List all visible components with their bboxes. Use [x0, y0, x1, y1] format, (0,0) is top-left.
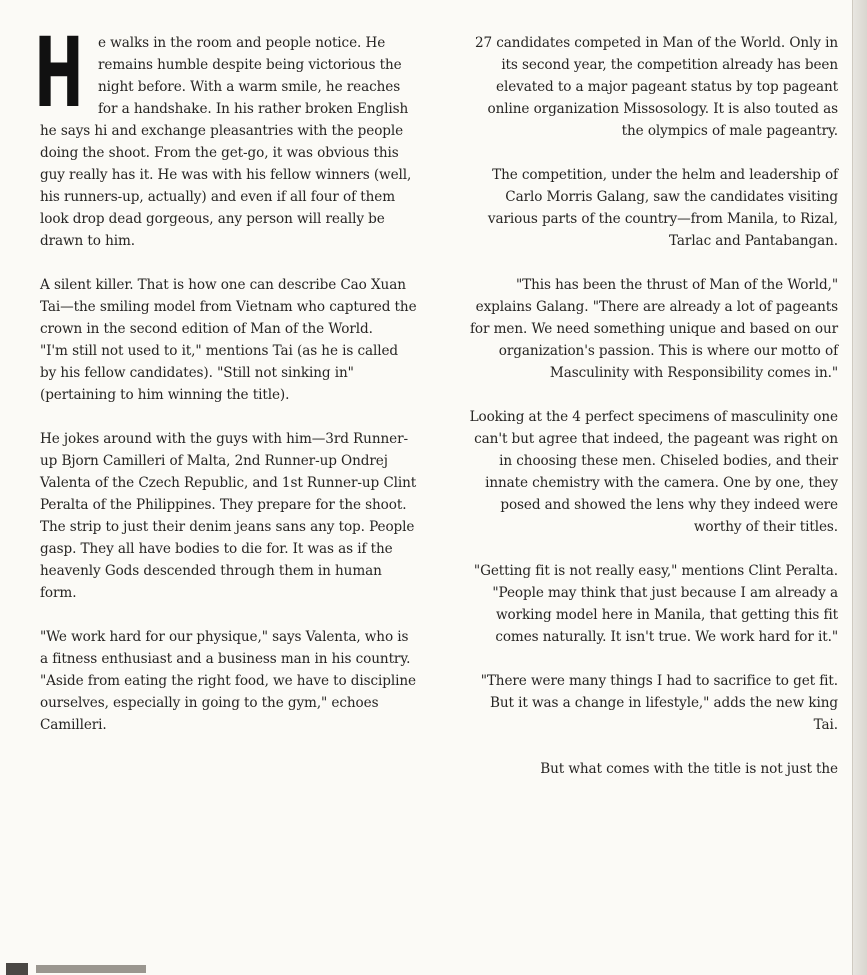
paragraph: "I'm still not used to it," mentions Tai (as he is called by his fellow candidates). "Still not sinking in" (pertaining to him winning the title).: [40, 343, 399, 403]
paragraph: The competition, under the helm and leadership of Carlo Morris Galang, saw the candidates visiting various parts of the country—from Manila, to Rizal, Tarlac and Pantabangan.: [487, 167, 838, 249]
paragraph: "Getting fit is not really easy," mentions Clint Peralta. "People may think that just because I am already a working model here in Manila, that getting this fit comes naturally. It isn't true. We work hard for it.": [473, 563, 838, 645]
footer-text-block: [36, 965, 146, 973]
paragraph: 27 candidates competed in Man of the World. Only in its second year, the competition already has been elevated to a major pageant status by top pageant online organization Missosology. It is also touted as the olympics of male pageantry.: [474, 35, 838, 139]
paragraph-intro: [34, 17, 418, 252]
drop-cap: H: [34, 17, 84, 129]
right-column: [462, 32, 838, 802]
paragraph: He jokes around with the guys with him—3rd Runner-up Bjorn Camilleri of Malta, 2nd Runner-up Ondrej Valenta of the Czech Republic, and 1st Runner-up Clint Peralta of the Philippines. They prepare for the shoot. The strip to just their denim jeans sans any top. People gasp. They all have bodies to die for. It was as if the heavenly Gods descended through them in human form.: [40, 431, 417, 601]
left-column: [34, 17, 418, 758]
paragraph: "Aside from eating the right food, we have to discipline ourselves, especially in going to the gym," echoes Camilleri.: [40, 673, 416, 733]
adjacent-page-edge: [852, 0, 867, 975]
paragraph: "There were many things I had to sacrifice to get fit. But it was a change in lifestyle," adds the new king Tai.: [480, 673, 838, 733]
page-footer-mark: [0, 963, 160, 975]
paragraph: A silent killer. That is how one can describe Cao Xuan Tai—the smiling model from Vietnam who captured the crown in the second edition of Man of the World.: [40, 277, 417, 337]
paragraph: "This has been the thrust of Man of the World," explains Galang. "There are already a lot of pageants for men. We need something unique and based on our organization's passion. This is where our motto of Masculinity with Responsibility comes in.": [469, 277, 838, 381]
page-number-block: [6, 963, 28, 975]
paragraph: But what comes with the title is not just the: [540, 761, 838, 777]
paragraph: "We work hard for our physique," says Valenta, who is a fitness enthusiast and a business man in his country.: [40, 629, 411, 667]
intro-text: e walks in the room and people notice. He remains humble despite being victorious the night before. With a warm smile, he reaches for a handshake. In his rather broken English he says hi and exchange pleasantries with the people doing the shoot. From the get-go, it was obvious this guy really has it. He was with his fellow winners (well, his runners-up, actually) and even if all four of them look drop dead gorgeous, any person will really be drawn to him.: [40, 35, 412, 249]
paragraph: Looking at the 4 perfect specimens of masculinity one can't but agree that indeed, the pageant was right on in choosing these men. Chiseled bodies, and their innate chemistry with the camera. One by one, they posed and showed the lens why they indeed were worthy of their titles.: [469, 409, 838, 535]
